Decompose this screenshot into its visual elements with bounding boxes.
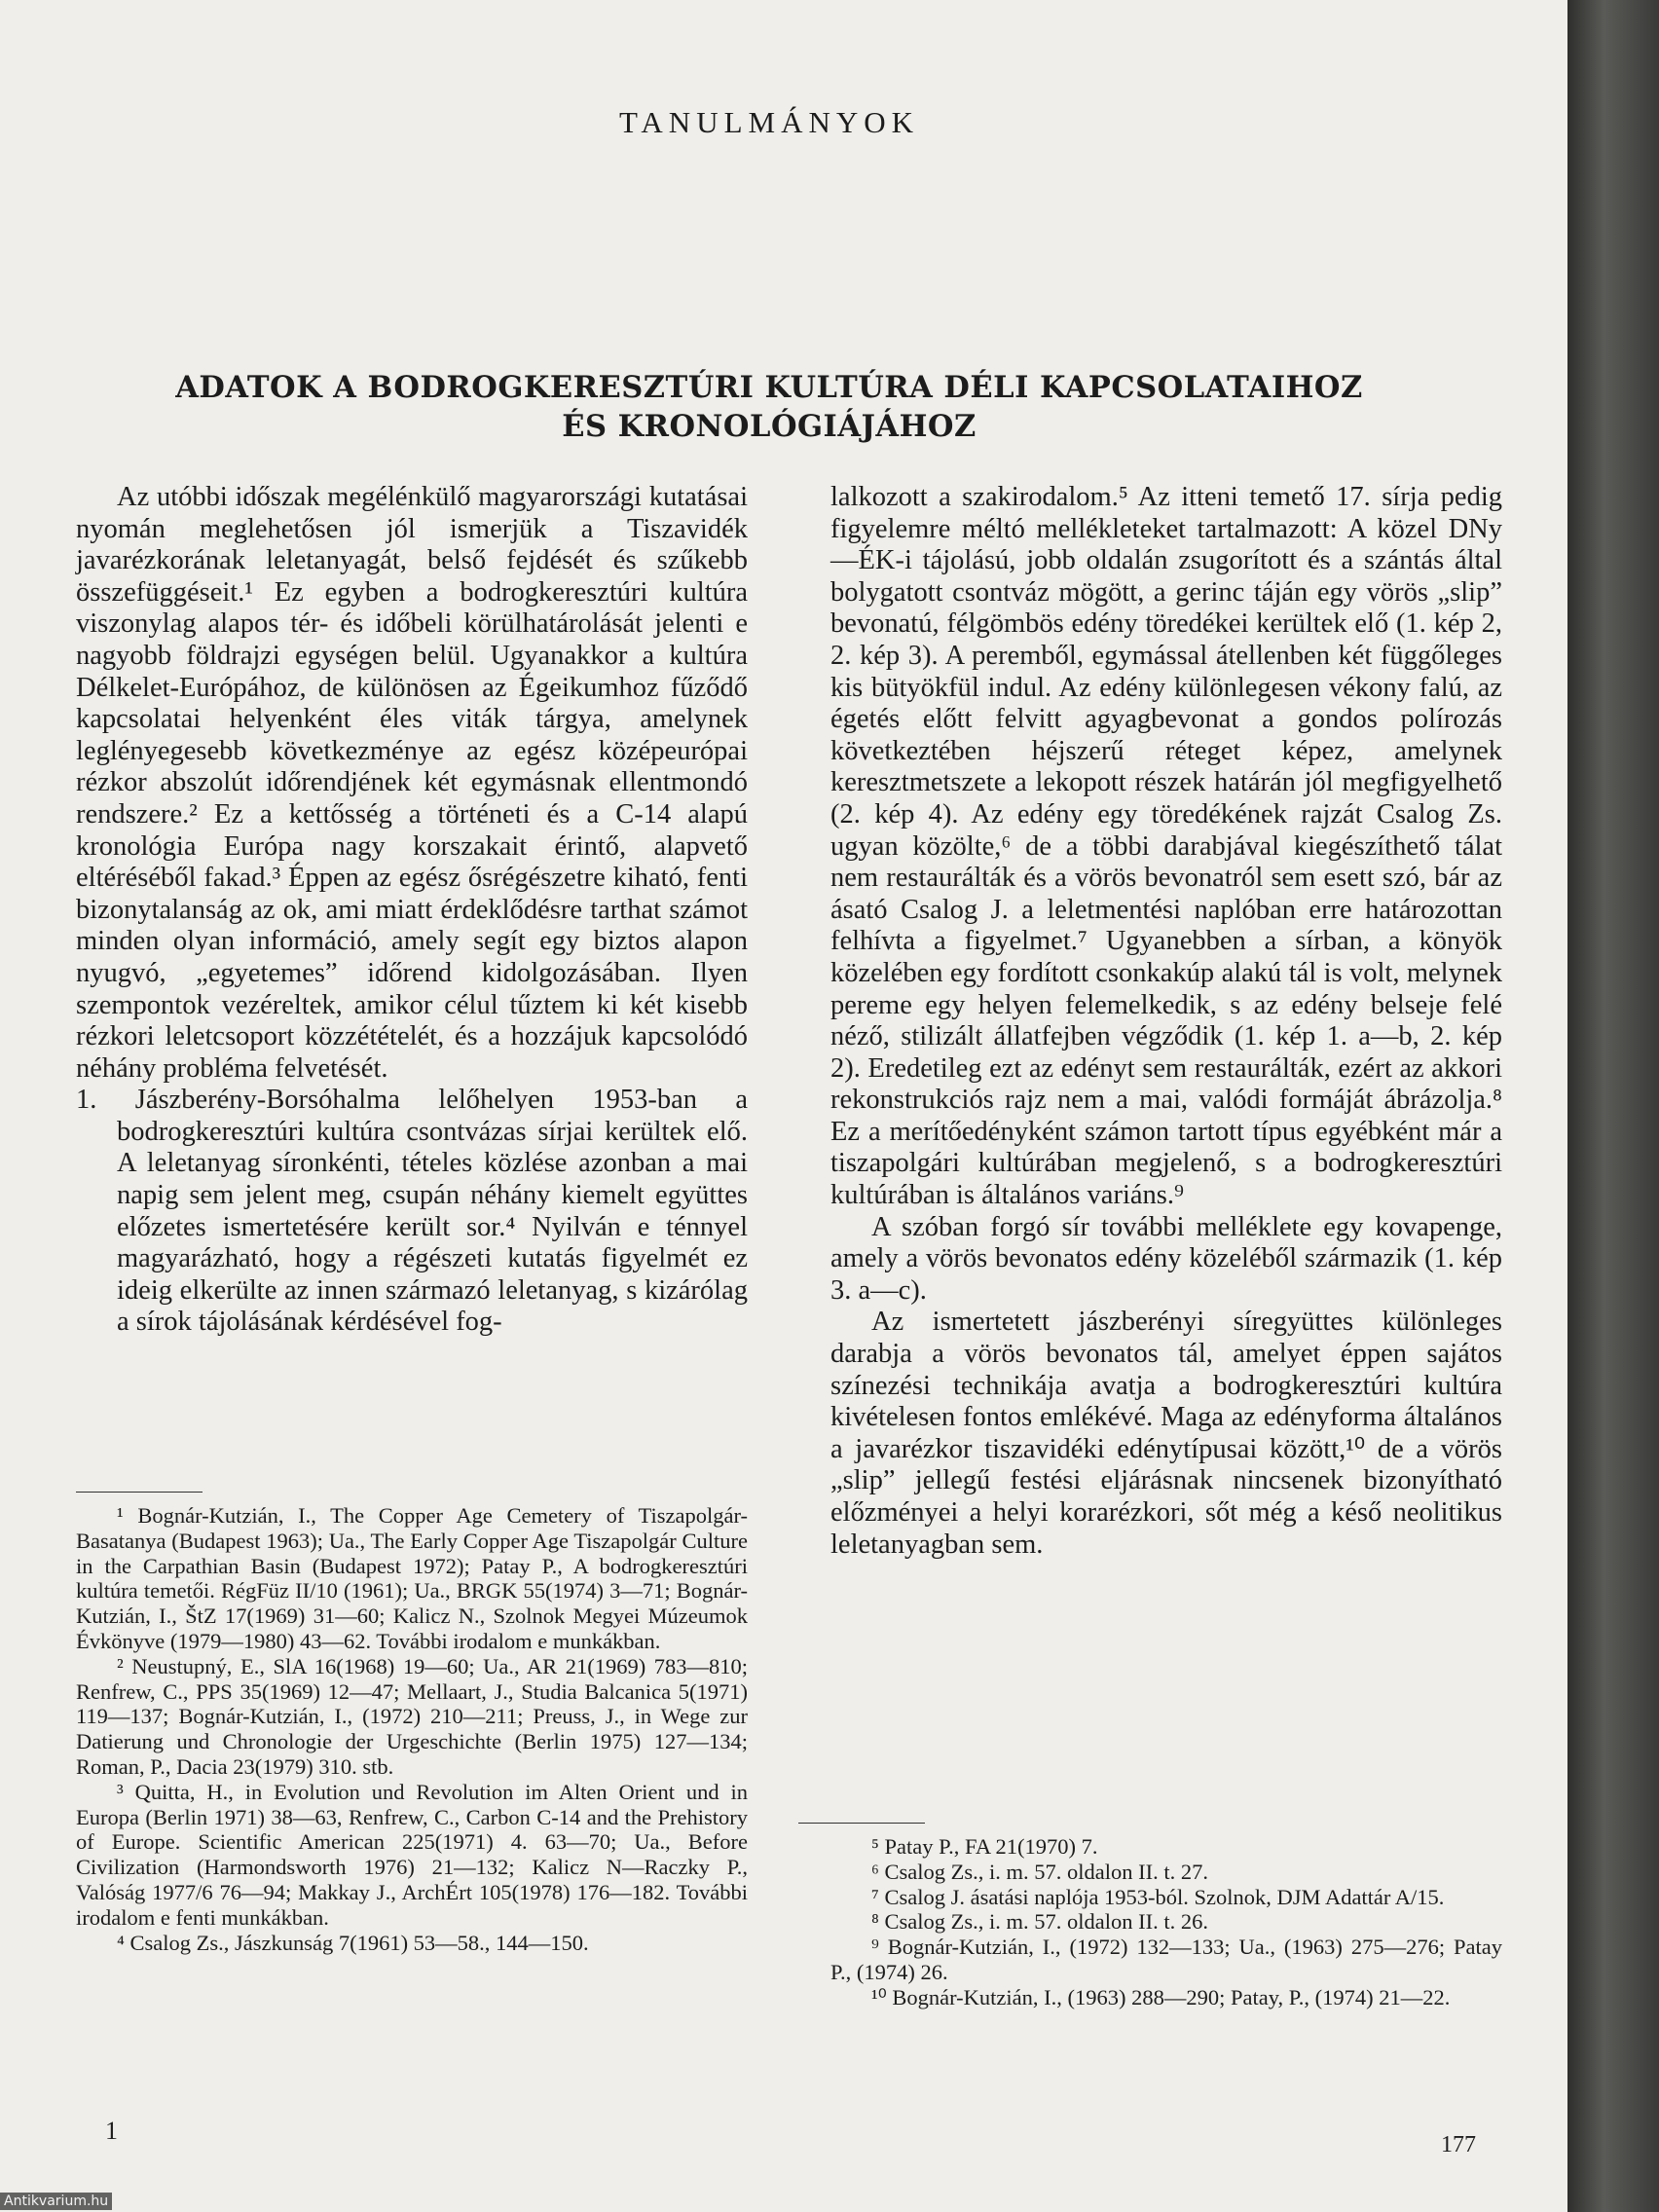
paragraph-section-1: 1. Jászberény-Borsóhalma lelőhelyen 1953-ban a bodrogkeresztúri kultúra csontvázas sírjai kerültek elő. A leletanyag síronkénti, tételes közlése azonban a mai napig sem jelent meg, csupán néhány kiemelt együttes előzetes ismertetésére került sor.⁴ Nyilván e ténnyel magyarázható, hogy a régészeti kutatás figyelmét ez ideig elkerülte az innen származó leletanyag, s kizárólag a sírok tájolásának kérdésével fog- (76, 1085, 748, 1338)
footnote-8: ⁸ Csalog Zs., i. m. 57. oldalon II. t. 26. (871, 1909, 1208, 1935)
footnote-6: ⁶ Csalog Zs., i. m. 57. oldalon II. t. 27. (871, 1859, 1208, 1884)
footnote-7: ⁷ Csalog J. ásatási naplója 1953-ból. Szolnok, DJM Adattár A/15. (871, 1884, 1445, 1909)
footnote-9: ⁹ Bognár-Kutzián, I., (1972) 132—133; Ua., (1963) 275—276; Patay P., (1974) 26. (830, 1935, 1502, 1984)
watermark: Antikvarium.hu (0, 2193, 112, 2210)
footnote-10: ¹⁰ Bognár-Kutzián, I., (1963) 288—290; Patay, P., (1974) 21—22. (871, 1984, 1451, 2009)
article-title-line-1: ADATOK A BODROGKERESZTÚRI KULTÚRA DÉLI KAPCSOLATAIHOZ (175, 370, 1363, 405)
footnote-rule-left (76, 1492, 203, 1493)
footnotes-left (76, 1503, 748, 1955)
footnote-4: ⁴ Csalog Zs., Jászkunság 7(1961) 53—58., 144—150. (117, 1930, 589, 1955)
footnotes-right (830, 1834, 1502, 2010)
left-column (76, 482, 748, 1339)
signature-mark: 1 (105, 2117, 118, 2145)
footnote-3: ³ Quitta, H., in Evolution und Revolution im Alten Orient und in Europa (Berlin 1971) 38—63, Renfrew, C., Carbon C-14 and the Prehistory of Europe. Scientific American 225(1971) 4. 63—70; Ua., Before Civilization (Harmondsworth 1976) 21—132; Kalicz N—Raczky P., Valóság 1977/6 76—94; Makkay J., ArchÉrt 105(1978) 176—182. További irodalom e fenti munkákban. (76, 1779, 748, 1930)
paragraph-red-slip-bowl: Az ismertetett jászberényi síregyüttes különleges darabja a vörös bevonatos tál, amelyet éppen sajátos színezési technikája avatja a bodrogkeresztúri kultúra kivételesen fontos emlékévé. Maga az edényforma általános a javarézkor tiszavidéki edénytípusai között,¹⁰ de a vörös „slip” jellegű festési eljárásnak nincsenek bizonyítható előzményei a helyi korarézkori, sőt még a késő neolitikus leletanyagban sem. (830, 1307, 1502, 1560)
footnote-5: ⁵ Patay P., FA 21(1970) 7. (871, 1834, 1098, 1859)
page-number: 177 (1441, 2132, 1476, 2157)
paragraph-intro: Az utóbbi időszak megélénkülő magyarországi kutatásai nyomán meglehetősen jól ismerjük a Tiszavidék javarézkorának leletanyagát, belső fejdését és szűkebb összefüggéseit.¹ Ez egyben a bodrogkeresztúri kultúra viszonylag alapos tér- és időbeli körülhatárolását jelenti e nagyobb földrajzi egységen belül. Ugyanakkor a kultúra Délkelet-Európához, de különösen az Égeikumhoz fűződő kapcsolatai helyenként éles viták tárgya, amelynek leglényegesebb következménye az egész középeurópai rézkor abszolút időrendjének két egymásnak ellentmondó rendszere.² Ez a kettősség a történeti és a C-14 alapú kronológia Európa nagy korszakait érintő, alapvető eltéréséből fakad.³ Éppen az egész ősrégészetre kiható, fenti bizonytalanság az ok, ami miatt érdeklődésre tarthat számot minden olyan információ, amely segít egy biztos alapon nyugvó, „egyetemes” időrend kidolgozásában. Ilyen szempontok vezéreltek, amikor célul tűztem ki két kisebb rézkori leletcsoport közzétételét, és a hozzájuk kapcsolódó néhány probléma felvetését. (76, 482, 748, 1084)
article-title-line-2: ÉS KRONOLÓGIÁJÁHOZ (562, 409, 977, 444)
article-title (136, 368, 1402, 446)
footnote-rule-right (798, 1823, 925, 1824)
right-column (830, 482, 1502, 1561)
book-binding-edge (1567, 0, 1659, 2212)
footnote-2: ² Neustupný, E., SlA 16(1968) 19—60; Ua., AR 21(1969) 783—810; Renfrew, C., PPS 35(1969) 12—47; Mellaart, J., Studia Balcanica 5(1971) 119—137; Bognár-Kutzián, I., (1972) 210—211; Preuss, J., in Wege zur Datierung und Chronologie der Urgeschichte (Berlin 1975) 127—134; Roman, P., Dacia 23(1979) 310. stb. (76, 1653, 748, 1779)
paragraph-flint-blade: A szóban forgó sír további melléklete egy kovapenge, amely a vörös bevonatos edény közeléből származik (1. kép 3. a—c). (830, 1211, 1502, 1306)
paragraph-continued: lalkozott a szakirodalom.⁵ Az itteni temető 17. sírja pedig figyelemre méltó mellékleteket tartalmazott: A közel DNy—ÉK-i tájolású, jobb oldalán zsugorított és a szántás által bolygatott csontváz mögött, a gerinc táján egy vörös „slip” bevonatú, félgömbös edény töredékei kerültek elő (1. kép 2, 2. kép 3). A peremből, egymással átellenben két függőleges kis bütyökfül indul. Az edény különlegesen vékony falú, az égetés előtt felvitt agyagbevonat a gondos polírozás következtében héjszerű réteget képez, amelynek keresztmetszete a lekopott részek határán jól megfigyelhető (2. kép 4). Az edény egy töredékének rajzát Csalog Zs. ugyan közölte,⁶ de a többi darabjával kiegészíthető tálat nem restaurálták és a vörös bevonatról sem esett szó, bár az ásató Csalog J. a leletmentési naplóban erre határozottan felhívta a figyelmet.⁷ Ugyanebben a sírban, a könyök közelében egy fordított csonkakúp alakú tál is volt, melynek pereme egy helyen felemelkedik, s az edény belseje felé néző, stilizált állatfejben végződik (1. kép 1. a—b, 2. kép 2). Eredetileg ezt az edényt sem restaurálták, ezért az akkori rekonstrukciós rajz nem a mai, valódi formáját ábrázolja.⁸ Ez a merítőedényként számon tartott típus egyébként már a tiszapolgári kultúrában megjelenő, s a bodrogkeresztúri kultúrában is általános variáns.⁹ (830, 482, 1502, 1211)
footnote-1: ¹ Bognár-Kutzián, I., The Copper Age Cemetery of Tiszapolgár-Basatanya (Budapest 1963); Ua., The Early Copper Age Tiszapolgár Culture in the Carpathian Basin (Budapest 1972); Patay P., A bodrogkeresztúri kultúra temetői. RégFüz II/10 (1961); Ua., BRGK 55(1974) 3—71; Bognár-Kutzián, I., ŠtZ 17(1969) 31—60; Kalicz N., Szolnok Megyei Múzeumok Évkönyve (1979—1980) 43—62. További irodalom e munkákban. (76, 1503, 748, 1653)
running-head: TANULMÁNYOK (618, 105, 920, 139)
